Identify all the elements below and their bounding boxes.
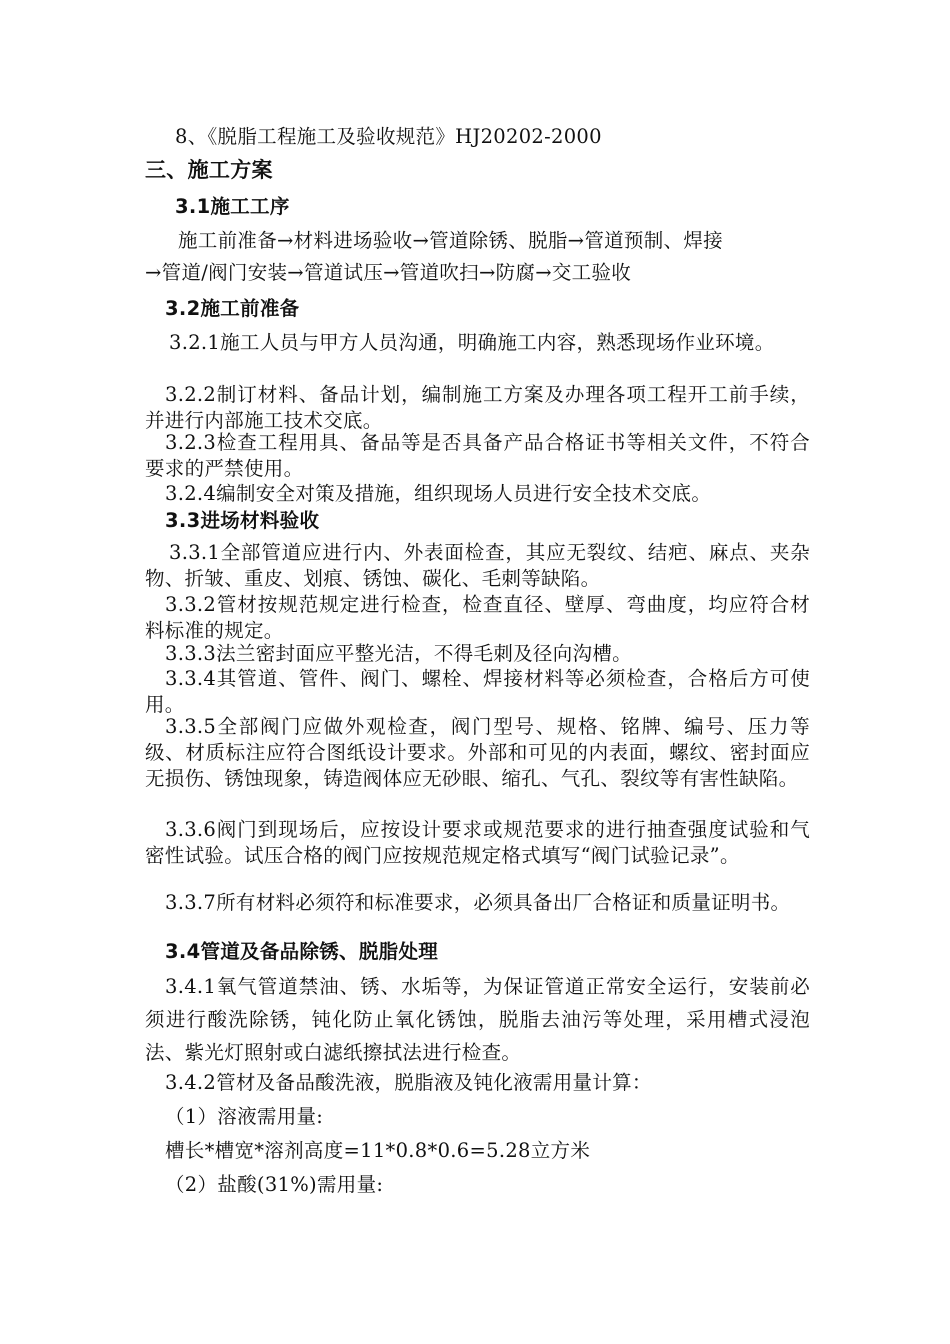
heading-3-2: 3.2施工前准备 bbox=[165, 297, 300, 320]
heading-3-4: 3.4管道及备品除锈、脱脂处理 bbox=[165, 940, 439, 963]
section-title: 三、施工方案 bbox=[145, 158, 273, 182]
list-item-2: （2）盐酸(31%)需用量: bbox=[165, 1173, 384, 1196]
process-line-1: 施工前准备→材料进场验收→管道除锈、脱脂→管道预制、焊接 bbox=[178, 229, 723, 252]
para-3-3-3: 3.3.3法兰密封面应平整光洁，不得毛刺及径向沟槽。 bbox=[165, 642, 632, 665]
para-3-2-3: 3.2.3检查工程用具、备品等是否具备产品合格证书等相关文件，不符合要求的严禁使用。 bbox=[145, 431, 810, 480]
heading-3-3: 3.3进场材料验收 bbox=[165, 509, 320, 532]
para-3-3-7: 3.3.7所有材料必须符和标准要求，必须具备出厂合格证和质量证明书。 bbox=[165, 891, 791, 914]
list-item-1: （1）溶液需用量: bbox=[165, 1105, 324, 1128]
para-3-4-1: 3.4.1氧气管道禁油、锈、水垢等，为保证管道正常安全运行，安装前必须进行酸洗除锈，钝化防止氧化锈蚀，脱脂去油污等处理，采用槽式浸泡法、紫光灯照射或白滤纸擦拭法进行检查。 bbox=[145, 975, 810, 1064]
para-3-3-4: 3.3.4其管道、管件、阀门、螺栓、焊接材料等必须检查，合格后方可使用。 bbox=[145, 667, 810, 716]
para-3-3-1: 3.3.1全部管道应进行内、外表面检查，其应无裂纹、结疤、麻点、夹杂物、折皱、重皮、划痕、锈蚀、碳化、毛刺等缺陷。 bbox=[145, 541, 810, 590]
para-3-4-2: 3.4.2管材及备品酸洗液，脱脂液及钝化液需用量计算： bbox=[165, 1071, 652, 1094]
formula-line: 槽长*槽宽*溶剂高度=11*0.8*0.6=5.28立方米 bbox=[165, 1139, 591, 1162]
process-line-2: →管道/阀门安装→管道试压→管道吹扫→防腐→交工验收 bbox=[145, 261, 632, 284]
para-3-3-6: 3.3.6阀门到现场后，应按设计要求或规范要求的进行抽查强度试验和气密性试验。试压合格的阀门应按规范规定格式填写“阀门试验记录”。 bbox=[145, 818, 810, 867]
reference-item-8: 8、《脱脂工程施工及验收规范》HJ20202-2000 bbox=[175, 125, 602, 148]
heading-3-1: 3.1施工工序 bbox=[175, 195, 290, 218]
para-3-2-2: 3.2.2制订材料、备品计划，编制施工方案及办理各项工程开工前手续，并进行内部施工技术交底。 bbox=[145, 383, 810, 432]
para-3-3-5: 3.3.5全部阀门应做外观检查，阀门型号、规格、铭牌、编号、压力等级、材质标注应符合图纸设计要求。外部和可见的内表面，螺纹、密封面应无损伤、锈蚀现象，铸造阀体应无砂眼、缩孔、气孔、裂纹等有害性缺陷。 bbox=[145, 715, 810, 790]
para-3-2-4: 3.2.4编制安全对策及措施，组织现场人员进行安全技术交底。 bbox=[165, 482, 712, 505]
para-3-2-1: 3.2.1施工人员与甲方人员沟通，明确施工内容，熟悉现场作业环境。 bbox=[169, 331, 775, 354]
para-3-3-2: 3.3.2管材按规范规定进行检查，检查直径、壁厚、弯曲度，均应符合材料标准的规定。 bbox=[145, 593, 810, 642]
